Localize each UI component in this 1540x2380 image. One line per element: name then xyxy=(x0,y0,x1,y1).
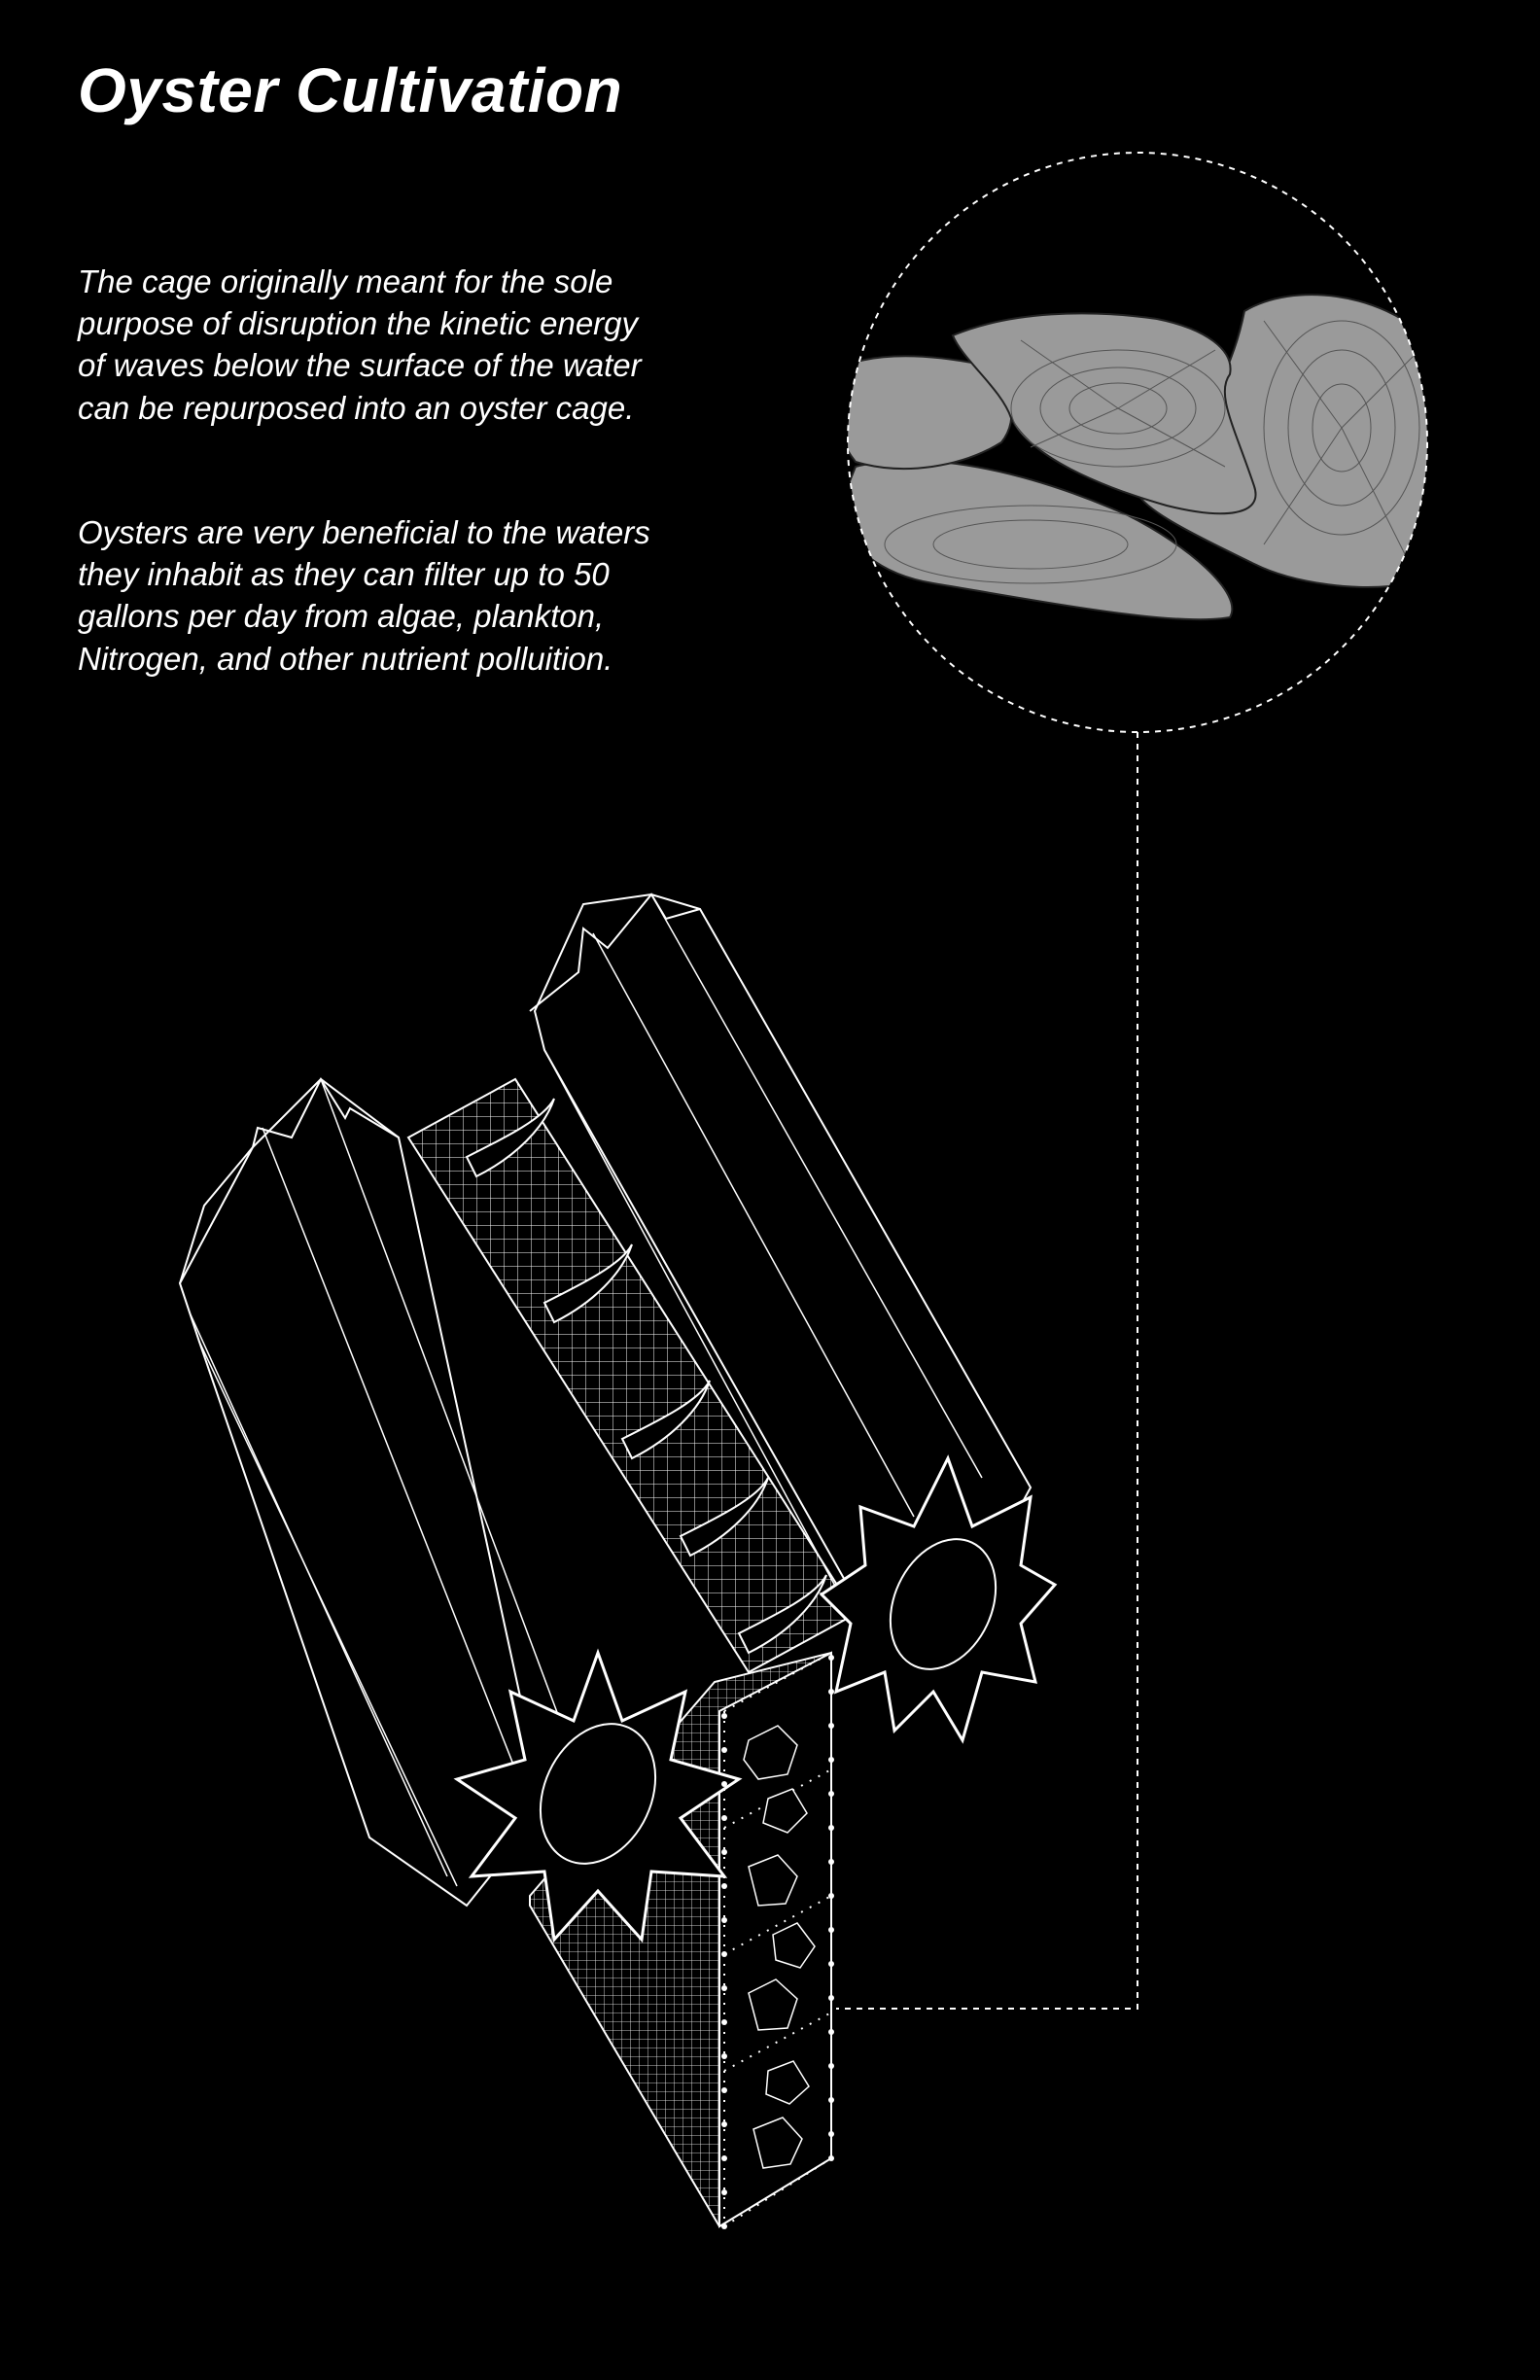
oyster-shells-detail xyxy=(832,295,1433,619)
description-paragraph-1: The cage originally meant for the sole purpose of disruption the kinetic energy of waves below the surface of the water can be repurposed into an oyster cage. xyxy=(78,263,642,426)
description-paragraph-2: Oysters are very beneficial to the waters they inhabit as they can filter up to 50 gallons per day from algae, plankton, Nitrogen, and other nutrient polluition. xyxy=(78,514,650,677)
oyster-detail-callout xyxy=(832,153,1433,2009)
wave-breaker-structure xyxy=(180,894,1055,2229)
page-title: Oyster Cultivation xyxy=(78,55,623,125)
